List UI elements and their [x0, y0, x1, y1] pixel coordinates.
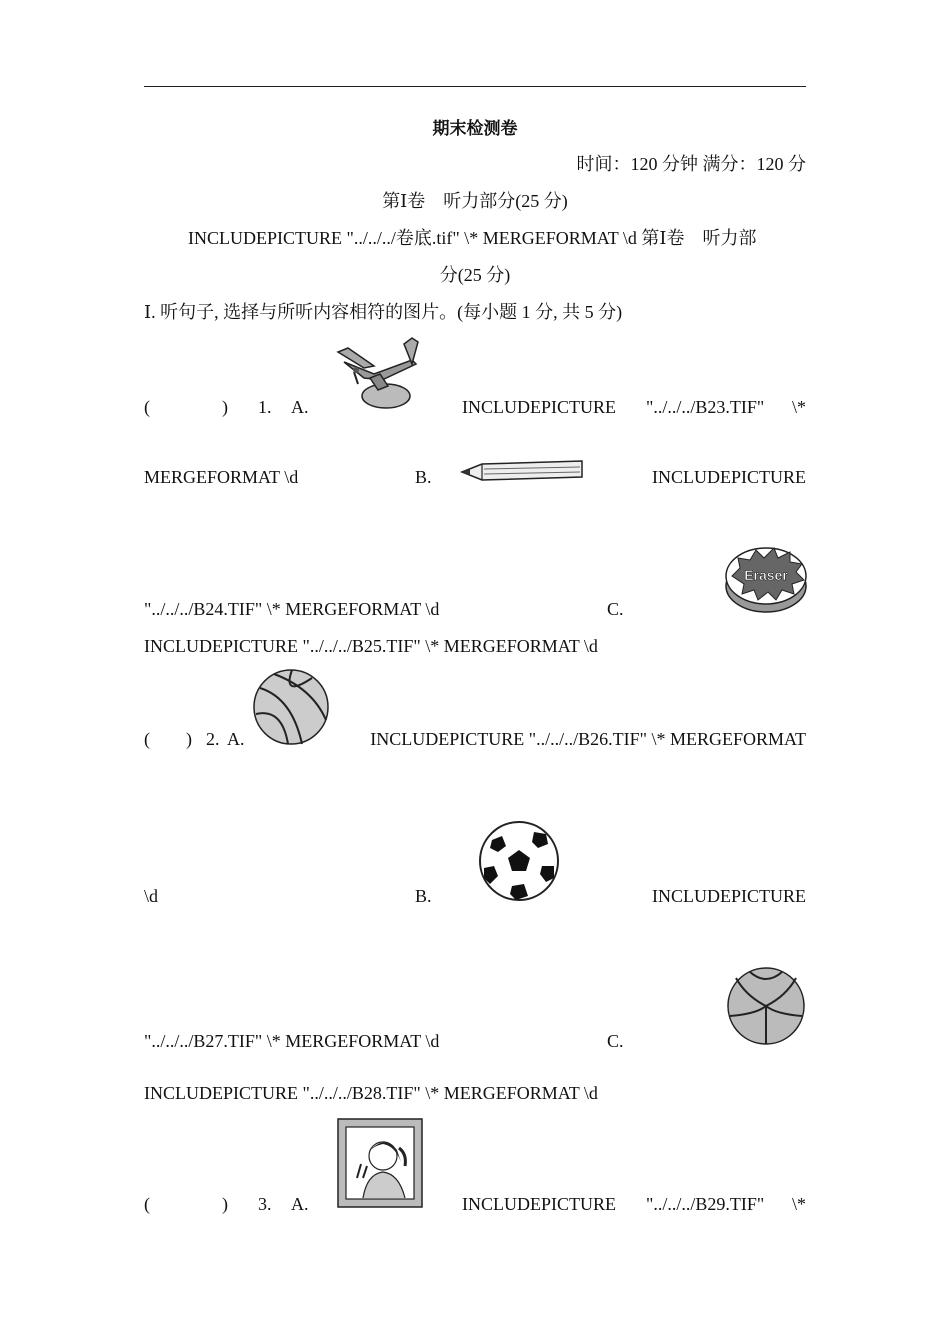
- q2-c-text: INCLUDEPICTURE "../../../B28.TIF" \* MERGEFORMAT \d: [144, 1083, 598, 1103]
- q3-a-text-3: \*: [791, 1194, 806, 1214]
- photo-frame-image: [337, 1118, 423, 1208]
- q1-a-text-3: \*: [791, 397, 806, 417]
- q2-option-a: A.: [227, 729, 245, 749]
- q1-a-text-2: "../../../B23.TIF": [646, 397, 765, 417]
- page-title: 期末检测卷: [432, 119, 518, 139]
- eraser-label: Eraser: [744, 567, 788, 583]
- include-line-2: 分(25 分): [439, 265, 511, 285]
- q1-option-c: C.: [607, 599, 624, 619]
- q3-a-text-2: "../../../B29.TIF": [646, 1194, 765, 1214]
- airplane-image: [334, 334, 424, 414]
- q1-a-text-4: MERGEFORMAT \d: [144, 467, 299, 487]
- soccer-ball-image: [478, 820, 560, 902]
- q3-option-a: A.: [291, 1194, 309, 1214]
- q1-a-text-1: INCLUDEPICTURE: [462, 397, 616, 417]
- header-rule: [144, 86, 806, 87]
- part1-instruction: Ⅰ. 听句子, 选择与所听内容相符的图片。(每小题 1 分, 共 5 分): [144, 302, 623, 322]
- section-heading: 第Ⅰ卷 听力部分(25 分): [382, 191, 568, 211]
- q2-a-text-2: \d: [144, 886, 159, 906]
- q1-answer-paren: ( ): [144, 397, 228, 417]
- q1-c-text: INCLUDEPICTURE "../../../B25.TIF" \* MERGEFORMAT \d: [144, 636, 598, 656]
- q1-option-b: B.: [415, 467, 432, 487]
- q2-option-c: C.: [607, 1031, 624, 1051]
- include-line-1: INCLUDEPICTURE "../../../卷底.tif" \* MERGEFORMAT \d 第Ⅰ卷 听力部: [188, 228, 757, 248]
- q1-option-a: A.: [291, 397, 309, 417]
- time-info: 时间：120 分钟 满分：120 分: [576, 154, 806, 174]
- q3-number: 3.: [258, 1194, 272, 1214]
- q1-b-text-1: INCLUDEPICTURE: [652, 467, 806, 487]
- q3-a-text-1: INCLUDEPICTURE: [462, 1194, 616, 1214]
- q1-number: 1.: [258, 397, 272, 417]
- q2-b-text-1: INCLUDEPICTURE: [652, 886, 806, 906]
- volleyball-image: [726, 966, 806, 1046]
- q2-option-b: B.: [415, 886, 432, 906]
- q2-number: 2.: [206, 729, 220, 749]
- pencil-image: [460, 458, 584, 484]
- q3-answer-paren: ( ): [144, 1194, 228, 1214]
- q2-a-text: INCLUDEPICTURE "../../../B26.TIF" \* MERGEFORMAT: [370, 729, 806, 749]
- q2-answer-paren: ( ): [144, 729, 192, 749]
- q1-b-text-2: "../../../B24.TIF" \* MERGEFORMAT \d: [144, 599, 440, 619]
- eraser-image: [724, 544, 808, 616]
- q2-b-text-2: "../../../B27.TIF" \* MERGEFORMAT \d: [144, 1031, 440, 1051]
- basketball-image: [252, 668, 330, 746]
